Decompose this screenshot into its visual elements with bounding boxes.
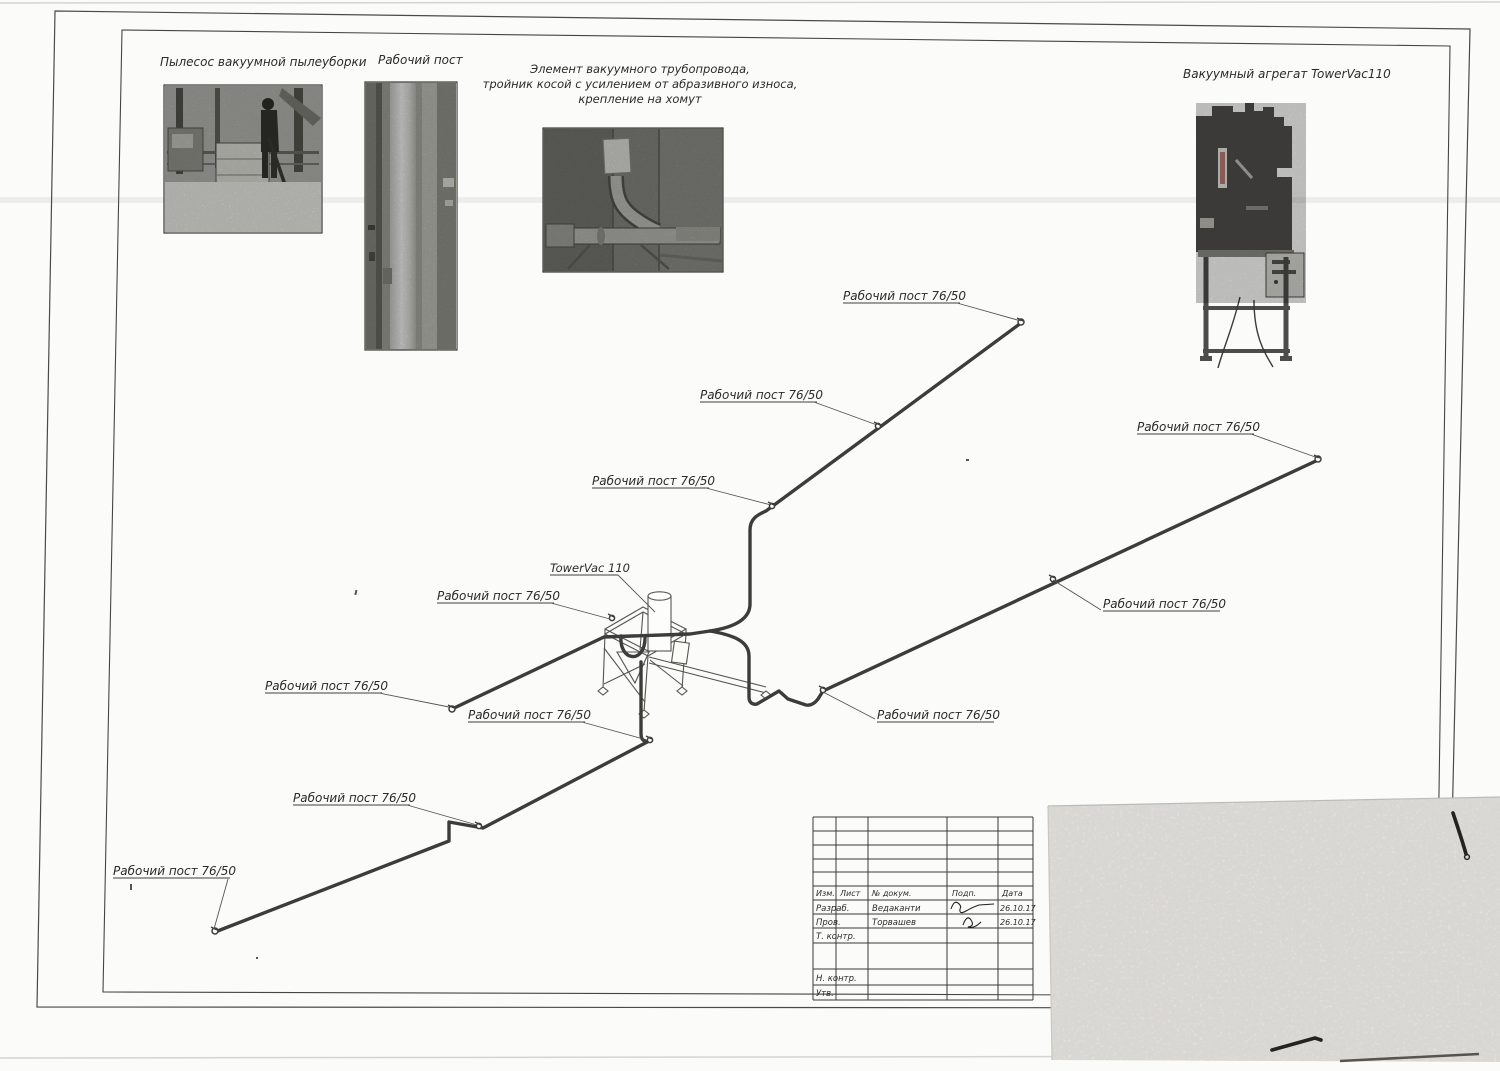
work-post-label: Рабочий пост 76/50 <box>293 791 417 805</box>
tb-date-checked: 26.10.17 <box>1000 918 1036 927</box>
caption-pipe-element-1: Элемент вакуумного трубопровода, <box>530 62 750 76</box>
tb-header-izm: Изм. <box>816 889 835 898</box>
work-post-label: Рабочий пост 76/50 <box>592 474 716 488</box>
tb-role-checked: Пров. <box>816 918 841 928</box>
overlay-sheet <box>1048 797 1500 1062</box>
work-post-label: Рабочий пост 76/50 <box>468 708 592 722</box>
work-post-label: Рабочий пост 76/50 <box>1137 420 1261 434</box>
tb-name-developed: Ведаканти <box>872 904 921 914</box>
tb-header-date: Дата <box>1002 889 1023 898</box>
tower-vac-label: TowerVac 110 <box>550 561 630 575</box>
tb-header-docnum: № докум. <box>872 889 912 898</box>
photo-work-post <box>365 82 457 350</box>
caption-work-post: Рабочий пост <box>378 53 463 67</box>
work-post-label: Рабочий пост 76/50 <box>1103 597 1227 611</box>
work-post-label: Рабочий пост 76/50 <box>437 589 561 603</box>
work-post-label: Рабочий пост 76/50 <box>877 708 1001 722</box>
tb-name-checked: Торвашев <box>872 918 917 928</box>
tb-role-approved: Утв. <box>816 989 834 999</box>
work-post-label: Рабочий пост 76/50 <box>843 289 967 303</box>
work-post-label: Рабочий пост 76/50 <box>700 388 824 402</box>
tb-role-tcontrol: Т. контр. <box>816 932 856 942</box>
caption-pipe-element-3: крепление на хомут <box>578 92 702 106</box>
work-post-label: Рабочий пост 76/50 <box>113 864 237 878</box>
tb-date-developed: 26.10.17 <box>1000 904 1036 913</box>
caption-pipe-element-2: тройник косой с усилением от абразивного износа, <box>482 77 798 91</box>
photo-pipe-element <box>543 128 723 272</box>
tb-role-ncontrol: Н. контр. <box>816 974 857 984</box>
tb-role-developed: Разраб. <box>816 904 850 914</box>
caption-vacuum-unit: Вакуумный агрегат TowerVac110 <box>1183 67 1391 81</box>
paper-top-edge <box>0 2 1500 3</box>
work-post-label: Рабочий пост 76/50 <box>265 679 389 693</box>
tb-header-list: Лист <box>840 889 861 898</box>
photo-vacuum-cleaner <box>164 85 322 233</box>
tb-header-sign: Подп. <box>952 889 977 898</box>
caption-vacuum-cleaner: Пылесос вакуумной пылеуборки <box>160 55 367 69</box>
